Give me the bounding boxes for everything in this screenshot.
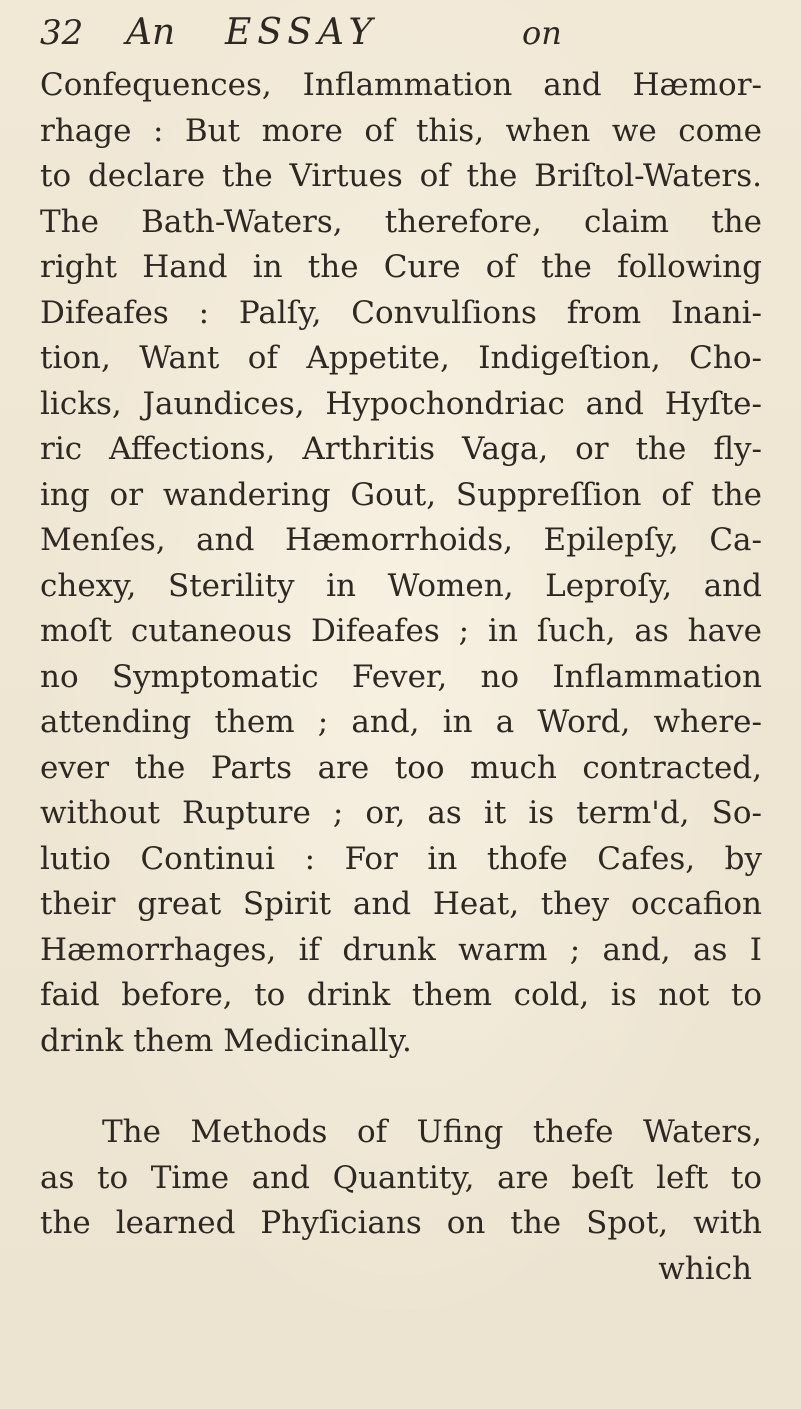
text-line: Menſes, and Hæmorrhoids, Epilepſy, Ca-	[40, 522, 762, 558]
running-title-on: on	[522, 14, 562, 52]
text-line: to declare the Virtues of the Briſtol-Waters.	[40, 158, 762, 194]
text-line: the learned Phyſicians on the Spot, with	[40, 1205, 762, 1241]
paragraph-gap	[40, 1064, 762, 1110]
catchword: which	[658, 1250, 752, 1287]
body-text	[40, 63, 762, 1292]
text-line: faid before, to drink them cold, is not to	[40, 977, 762, 1013]
text-line: drink them Medicinally.	[40, 1022, 412, 1059]
running-title-an: An	[126, 12, 176, 53]
text-line: as to Time and Quantity, are beſt left to	[40, 1159, 762, 1196]
running-title-essay: ESSAY	[225, 12, 379, 53]
text-line: tion, Want of Appetite, Indigeſtion, Cho-	[40, 340, 762, 376]
text-line: right Hand in the Cure of the following	[40, 249, 762, 285]
text-line: no Symptomatic Fever, no Inflammation	[40, 658, 762, 695]
text-line: rhage : But more of this, when we come	[40, 112, 762, 149]
text-line: without Rupture ; or, as it is term'd, So-	[40, 795, 762, 831]
text-line: their great Spirit and Heat, they occafion	[40, 886, 762, 922]
text-line: The Bath-Waters, therefore, claim the	[40, 203, 762, 240]
text-line: moſt cutaneous Difeafes ; in ſuch, as have	[40, 613, 762, 649]
page-number: 32	[40, 13, 84, 53]
text-line: licks, Jaundices, Hypochondriac and Hyſte-	[40, 385, 762, 422]
text-line: attending them ; and, in a Word, where-	[40, 704, 762, 740]
paragraph-2	[40, 1110, 762, 1247]
text-line: The Methods of Ufing thefe Waters,	[102, 1114, 762, 1150]
text-line: Hæmorrhages, if drunk warm ; and, as I	[40, 931, 762, 968]
text-line: ing or wandering Gout, Suppreſſion of the	[40, 476, 762, 513]
text-line: ric Affections, Arthritis Vaga, or the fly-	[40, 431, 762, 467]
text-line: ever the Parts are too much contracted,	[40, 749, 762, 786]
text-line: lutio Continui : For in thofe Cafes, by	[40, 840, 762, 877]
running-head	[40, 8, 761, 58]
text-line: Difeafes : Palſy, Convulſions from Inani-	[40, 294, 762, 331]
text-line: chexy, Sterility in Women, Leproſy, and	[40, 567, 762, 604]
paragraph-1	[40, 63, 762, 1064]
text-line: Confequences, Inflammation and Hæmor-	[40, 67, 762, 103]
